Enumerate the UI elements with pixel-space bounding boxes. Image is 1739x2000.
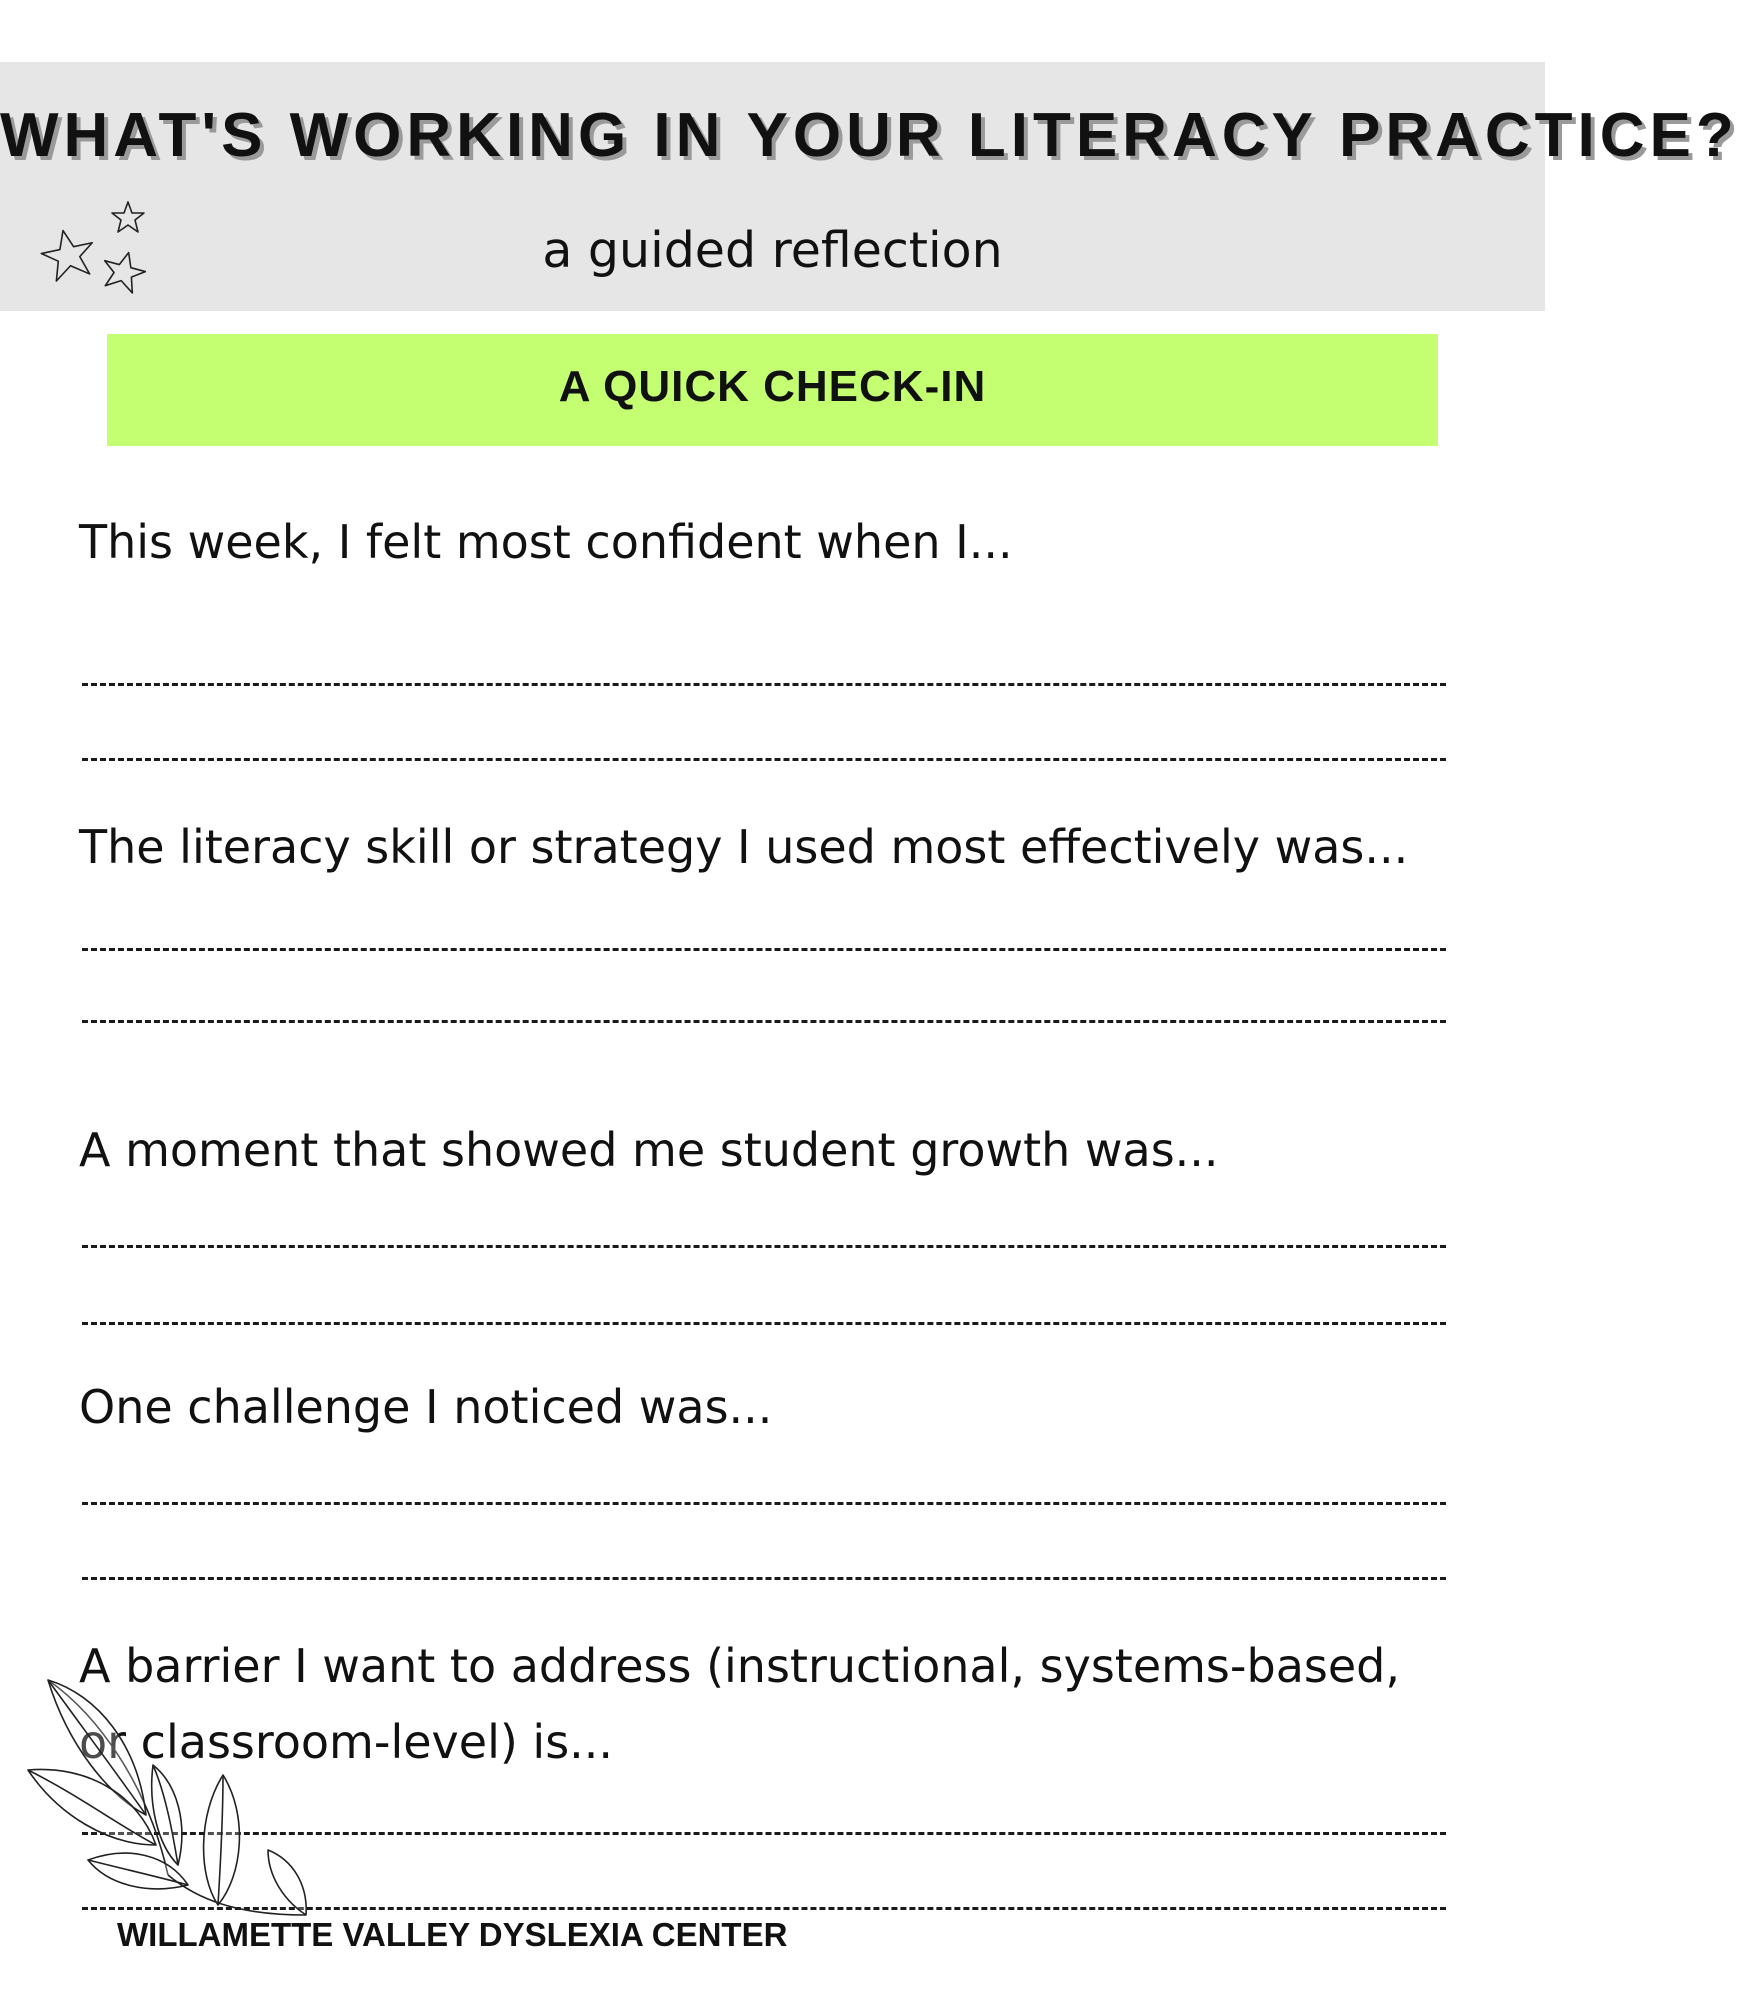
- section-banner: [107, 334, 1438, 446]
- footer-organization: WILLAMETTE VALLEY DYSLEXIA CENTER: [117, 1916, 788, 1953]
- prompt-student-growth: A moment that showed me student growth was...: [79, 1123, 1219, 1177]
- leaf-branch-icon: [28, 1675, 328, 1935]
- writing-line[interactable]: [82, 1577, 1446, 1580]
- prompt-confident: This week, I felt most confident when I...: [79, 515, 1013, 569]
- writing-line[interactable]: [82, 758, 1446, 761]
- prompt-effective-strategy: The literacy skill or strategy I used most effectively was...: [79, 820, 1409, 874]
- writing-line[interactable]: [82, 1502, 1446, 1505]
- section-heading: A QUICK CHECK-IN: [558, 362, 987, 411]
- page-title: WHAT'S WORKING IN YOUR LITERACY PRACTICE?: [0, 101, 1739, 170]
- page-subtitle: a guided reflection: [542, 222, 1003, 279]
- writing-line[interactable]: [82, 1020, 1446, 1023]
- writing-line[interactable]: [82, 1245, 1446, 1248]
- writing-line[interactable]: [82, 948, 1446, 951]
- writing-line[interactable]: [82, 1322, 1446, 1325]
- writing-line[interactable]: [82, 683, 1446, 686]
- prompt-barrier: A barrier I want to address (instructional, systems-based, or classroom-level) is...: [79, 1639, 1400, 1769]
- prompt-challenge: One challenge I noticed was...: [79, 1380, 773, 1434]
